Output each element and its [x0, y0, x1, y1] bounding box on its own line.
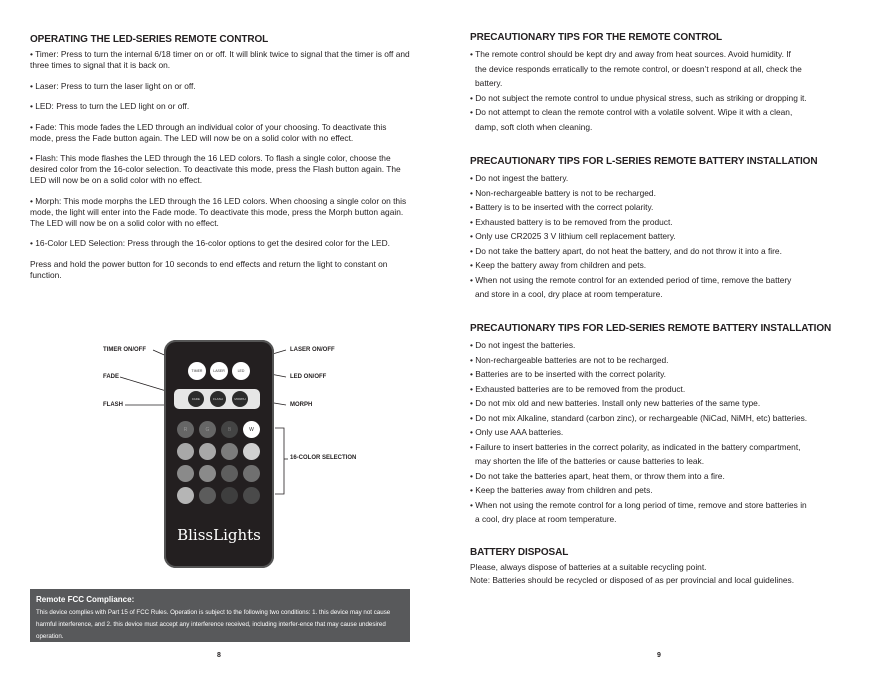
- list-item: • Do not ingest the battery.: [470, 173, 569, 183]
- fcc-body: This device complies with Part 15 of FCC Rules. Operation is subject to the following two conditions: 1. this device may not cause harmful interference, and 2. this device must accept any interference received, including interfer-ence that may cause undesired operation.: [36, 609, 391, 640]
- list-item: • The remote control should be kept dry and away from heat sources. Avoid humidity. If: [470, 49, 791, 59]
- page-number-right: 9: [657, 652, 661, 659]
- ledseries-list: [470, 338, 870, 527]
- mode-panel: [174, 389, 260, 409]
- remote-tips-heading: PRECAUTIONARY TIPS FOR THE REMOTE CONTROL: [470, 32, 723, 43]
- list-item: • Do not ingest the batteries.: [470, 340, 576, 350]
- color-button: [243, 443, 260, 460]
- list-item: • Exhausted battery is to be removed from the product.: [470, 216, 673, 227]
- morph-button: MORPH: [232, 391, 248, 407]
- color-button-w: W: [243, 421, 260, 438]
- fade-button: FADE: [188, 391, 204, 407]
- operating-heading: OPERATING THE LED-SERIES REMOTE CONTROL: [30, 34, 269, 45]
- fcc-box: [30, 589, 410, 642]
- disposal-heading: BATTERY DISPOSAL: [470, 547, 569, 558]
- color-button-r: R: [177, 421, 194, 438]
- lseries-list: [470, 171, 870, 302]
- list-item: • Do not attempt to clean the remote control with a volatile solvent. Wipe it with a clean,: [470, 107, 793, 117]
- closing-text: Press and hold the power button for 10 seconds to end effects and return the light to constant on function.: [30, 258, 388, 280]
- list-item: • Timer: Press to turn the internal 6/18 timer on or off. It will blink twice to signal that the timer is off and three times to signal that it is back on.: [30, 49, 410, 70]
- list-item: • Keep the battery away from children and pets.: [470, 260, 647, 270]
- callout-colors: 16-COLOR SELECTION: [290, 455, 357, 461]
- flash-button: FLASH: [210, 391, 226, 407]
- page-number-left: 8: [217, 652, 221, 659]
- color-button: [243, 487, 260, 504]
- list-item: the device responds erratically to the remote control, or doesn’t respond at all, check the: [475, 63, 802, 74]
- callout-timer: TIMER ON/OFF: [103, 347, 146, 353]
- list-item: a cool, dry place at room temperature.: [475, 514, 617, 524]
- list-item: • Do not mix old and new batteries. Install only new batteries of the same type.: [470, 398, 761, 408]
- list-item: • Batteries are to be inserted with the correct polarity.: [470, 369, 666, 379]
- color-button-g: G: [199, 421, 216, 438]
- lseries-heading: PRECAUTIONARY TIPS FOR L-SERIES REMOTE BATTERY INSTALLATION: [470, 156, 818, 167]
- callout-led: LED ON/OFF: [290, 374, 327, 380]
- list-item: • Battery is to be inserted with the correct polarity.: [470, 202, 654, 212]
- list-item: • Only use CR2025 3 V lithium cell replacement battery.: [470, 231, 676, 241]
- callout-morph: MORPH: [290, 402, 313, 408]
- list-item: • Do not take the batteries apart, heat them, or throw them into a fire.: [470, 470, 725, 481]
- color-button: [221, 465, 238, 482]
- list-item: • Do not mix Alkaline, standard (carbon zinc), or rechargeable (NiCad, NiMH, etc) batteries.: [470, 412, 808, 423]
- list-item: • Do not subject the remote control to undue physical stress, such as striking or dropping it.: [470, 92, 807, 103]
- color-button: [243, 465, 260, 482]
- list-item: • Flash: This mode flashes the LED through the 16 LED colors. To flash a single color, choose the desired color from the 16-color selection. To deactivate this mode, press the Flash button again. The LED will now be on a solid color with no effect.: [30, 153, 401, 185]
- list-item: battery.: [475, 78, 503, 88]
- colors-bracket: [275, 428, 284, 494]
- remote-control: [164, 340, 274, 568]
- list-item: • Non-rechargeable battery is not to be recharged.: [470, 187, 656, 198]
- laser-button: LASER: [210, 362, 228, 380]
- disposal-line: Please, always dispose of batteries at a suitable recycling point.: [470, 562, 707, 572]
- list-item: • LED: Press to turn the LED light on or off.: [30, 101, 190, 111]
- callout-fade: FADE: [103, 374, 120, 380]
- fcc-title: Remote FCC Compliance:: [36, 595, 135, 604]
- list-item: • 16-Color LED Selection: Press through the 16-color options to get the desired color for the LED.: [30, 238, 390, 248]
- list-item: • When not using the remote control for a long period of time, remove and store batteries in: [470, 499, 807, 510]
- color-button: [177, 465, 194, 482]
- list-item: • Keep the batteries away from children and pets.: [470, 485, 653, 495]
- list-item: • When not using the remote control for an extended period of time, remove the battery: [470, 274, 792, 285]
- color-button: [177, 487, 194, 504]
- timer-button: TIMER: [188, 362, 206, 380]
- list-item: • Fade: This mode fades the LED through an individual color of your choosing. To deactivate this mode, press the Fade button again. The LED will now be on a solid color with no effect.: [30, 121, 387, 143]
- color-button: [199, 487, 216, 504]
- color-button: [221, 443, 238, 460]
- list-item: and store in a cool, dry place at room temperature.: [475, 289, 663, 299]
- list-item: • Exhausted batteries are to be removed from the product.: [470, 383, 686, 394]
- list-item: • Only use AAA batteries.: [470, 427, 564, 437]
- disposal-text: [470, 561, 870, 586]
- color-button: [199, 443, 216, 460]
- list-item: may shorten the life of the batteries or cause batteries to leak.: [475, 456, 705, 466]
- list-item: • Failure to insert batteries in the correct polarity, as indicated in the battery compartment,: [470, 441, 801, 452]
- remote-tips-list: [470, 47, 870, 134]
- led-button: LED: [232, 362, 250, 380]
- list-item: • Do not take the battery apart, do not heat the battery, and do not throw it into a fire.: [470, 245, 782, 256]
- list-item: damp, soft cloth when cleaning.: [475, 121, 593, 132]
- color-button: [199, 465, 216, 482]
- ledseries-heading: PRECAUTIONARY TIPS FOR LED-SERIES REMOTE BATTERY INSTALLATION: [470, 323, 832, 334]
- list-item: • Non-rechargeable batteries are not to be recharged.: [470, 354, 669, 365]
- list-item: • Laser: Press to turn the laser light on or off.: [30, 80, 196, 91]
- color-button: [177, 443, 194, 460]
- callout-flash: FLASH: [103, 402, 123, 408]
- color-button: [221, 487, 238, 504]
- disposal-line: Note: Batteries should be recycled or disposed of as per provincial and local guidelines.: [470, 574, 795, 585]
- color-button-b: B: [221, 421, 238, 438]
- list-item: • Morph: This mode morphs the LED through the 16 LED colors. When choosing a single color on this mode, the light will enter into the Fade mode. To deactivate this mode, press the Morph button again. The LED will now be on a solid color with no effect.: [30, 195, 407, 228]
- brand-logo: BlissLights: [177, 526, 261, 544]
- callout-laser: LASER ON/OFF: [290, 347, 335, 353]
